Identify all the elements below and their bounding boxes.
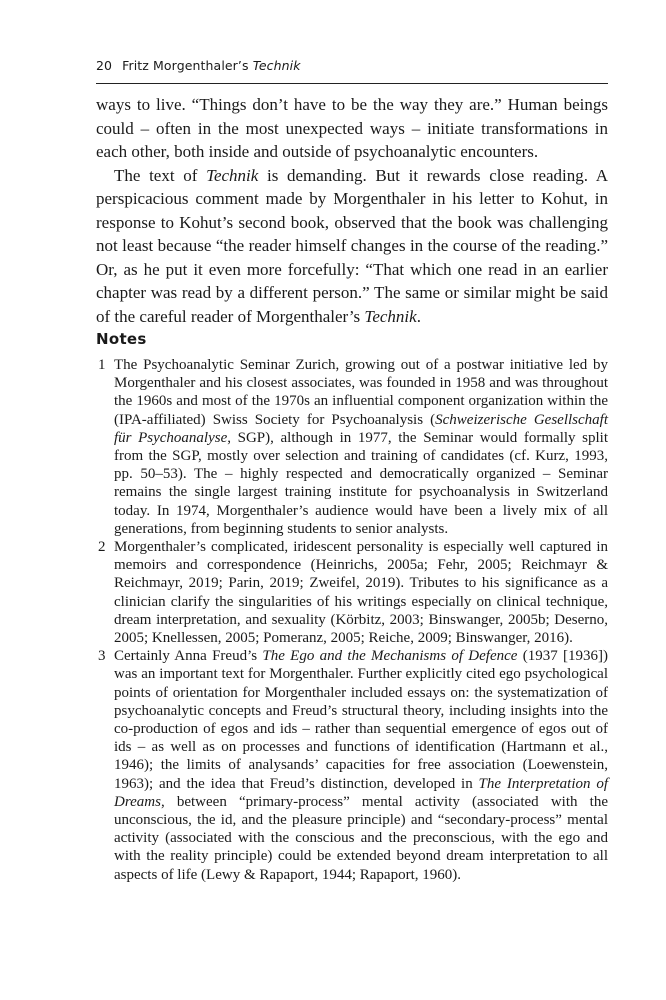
note-1 [96, 356, 608, 538]
running-title [122, 58, 301, 73]
paragraph-2-text: The text of [114, 165, 207, 185]
paragraph-2-text: is demanding. But it rewards close reading. A perspicacious comment made by Morgenthaler in his letter to Kohut, in response to Kohut’s second book, observed that the book was challenging not least because “the reader himself changes in the course of the reading.” Or, as he put it even more forcefully: “That which one read in an earlier chapter was read by a different person.” The same or similar might be said of the careful reader of Morgenthaler’s [96, 165, 609, 326]
note-number: 1 [98, 357, 106, 373]
note-text: , SGP), although in 1977, the Seminar would formally split from the SGP, mostly over selection and training of candidates (cf. Kurz, 1993, pp. 50–53). The – highly respected and democratically organized – Seminar remains the single largest training institute for psychoanalysis in Switzerland today. In 1974, Morgenthaler’s audience would have been a lively mix of all generations, from beginning students to senior analysts. [114, 429, 609, 537]
notes-heading: Notes [96, 330, 147, 348]
notes-list [96, 356, 608, 884]
paragraph-2-text: . [416, 306, 421, 326]
paragraph-2-italic: Technik [364, 306, 417, 326]
note-text: Certainly Anna Freud’s [114, 648, 263, 665]
running-title-prefix: Fritz Morgenthaler’s [122, 58, 253, 73]
paragraph-1: ways to live. “Things don’t have to be the way they are.” Human beings could – often in the most unexpected ways – initiate transformations in each other, both inside and outside of psychoanalytic encounters. [96, 95, 608, 161]
page-number: 20 [96, 58, 113, 73]
note-text: Morgenthaler’s complicated, iridescent personality is especially well captured in memoirs and correspondence (Heinrichs, 2005a; Fehr, 2005; Reichmayr & Reichmayr, 2019; Parin, 2019; Zweifel, 2019). Tributes to his significance as a clinician clarify the singularities of his writings especially on clinical technique, dream interpretation, and sexuality (Körbitz, 2003; Binswanger, 2005b; Deserno, 2005; Knellessen, 2005; Pomeranz, 2005; Reiche, 2009; Binswanger, 2016). [114, 539, 608, 647]
note-number: 2 [98, 539, 106, 556]
note-number: 3 [98, 648, 106, 665]
note-italic: The Ego and the Mechanisms of Defence [262, 648, 518, 665]
note-text: (1937 [1936]) was an important text for Morgenthaler. Further explicitly cited ego psychological points of orientation for Morgenthaler included essays on: the systematization of psychoanalytic concepts and Freud’s structural theory, including insights into the co-production of egos and ids – rather than sequential emergence of egos out of ids – as well as on processes and functions of identification (Hartmann et al., 1946); the limits of analysands’ capacities for free association (Loewenstein, 1963); and the idea that Freud’s distinction, developed in [114, 648, 608, 792]
running-title-italic: Technik [252, 58, 301, 73]
note-text: , between “primary-process” mental activity (associated with the unconscious, the id, and the pleasure principle) and “secondary-process” mental activity (associated with the conscious and the preconscious, with the ego and with the reality principle) could be extended beyond dream interpretation to all aspects of life (Lewy & Rapaport, 1944; Rapaport, 1960). [114, 793, 608, 883]
note-2 [96, 538, 608, 647]
header-rule [96, 83, 608, 84]
note-text: The Psychoanalytic Seminar Zurich, growing out of a postwar initiative led by Morgenthaler and his closest associates, was founded in 1958 and was throughout the 1960s and most of the 1970s an influential component organization within the (IPA-affiliated) Swiss Society for Psychoanalysis ( [114, 357, 608, 428]
main-text [96, 93, 608, 328]
note-italic: Schweizerische Gesellschaft für Psychoanalyse [114, 411, 608, 446]
paragraph-2-italic: Technik [206, 165, 259, 185]
paragraph-2 [96, 164, 608, 329]
note-italic: The Interpretation of Dreams [114, 775, 608, 810]
note-3 [96, 647, 608, 884]
running-header [96, 58, 608, 80]
